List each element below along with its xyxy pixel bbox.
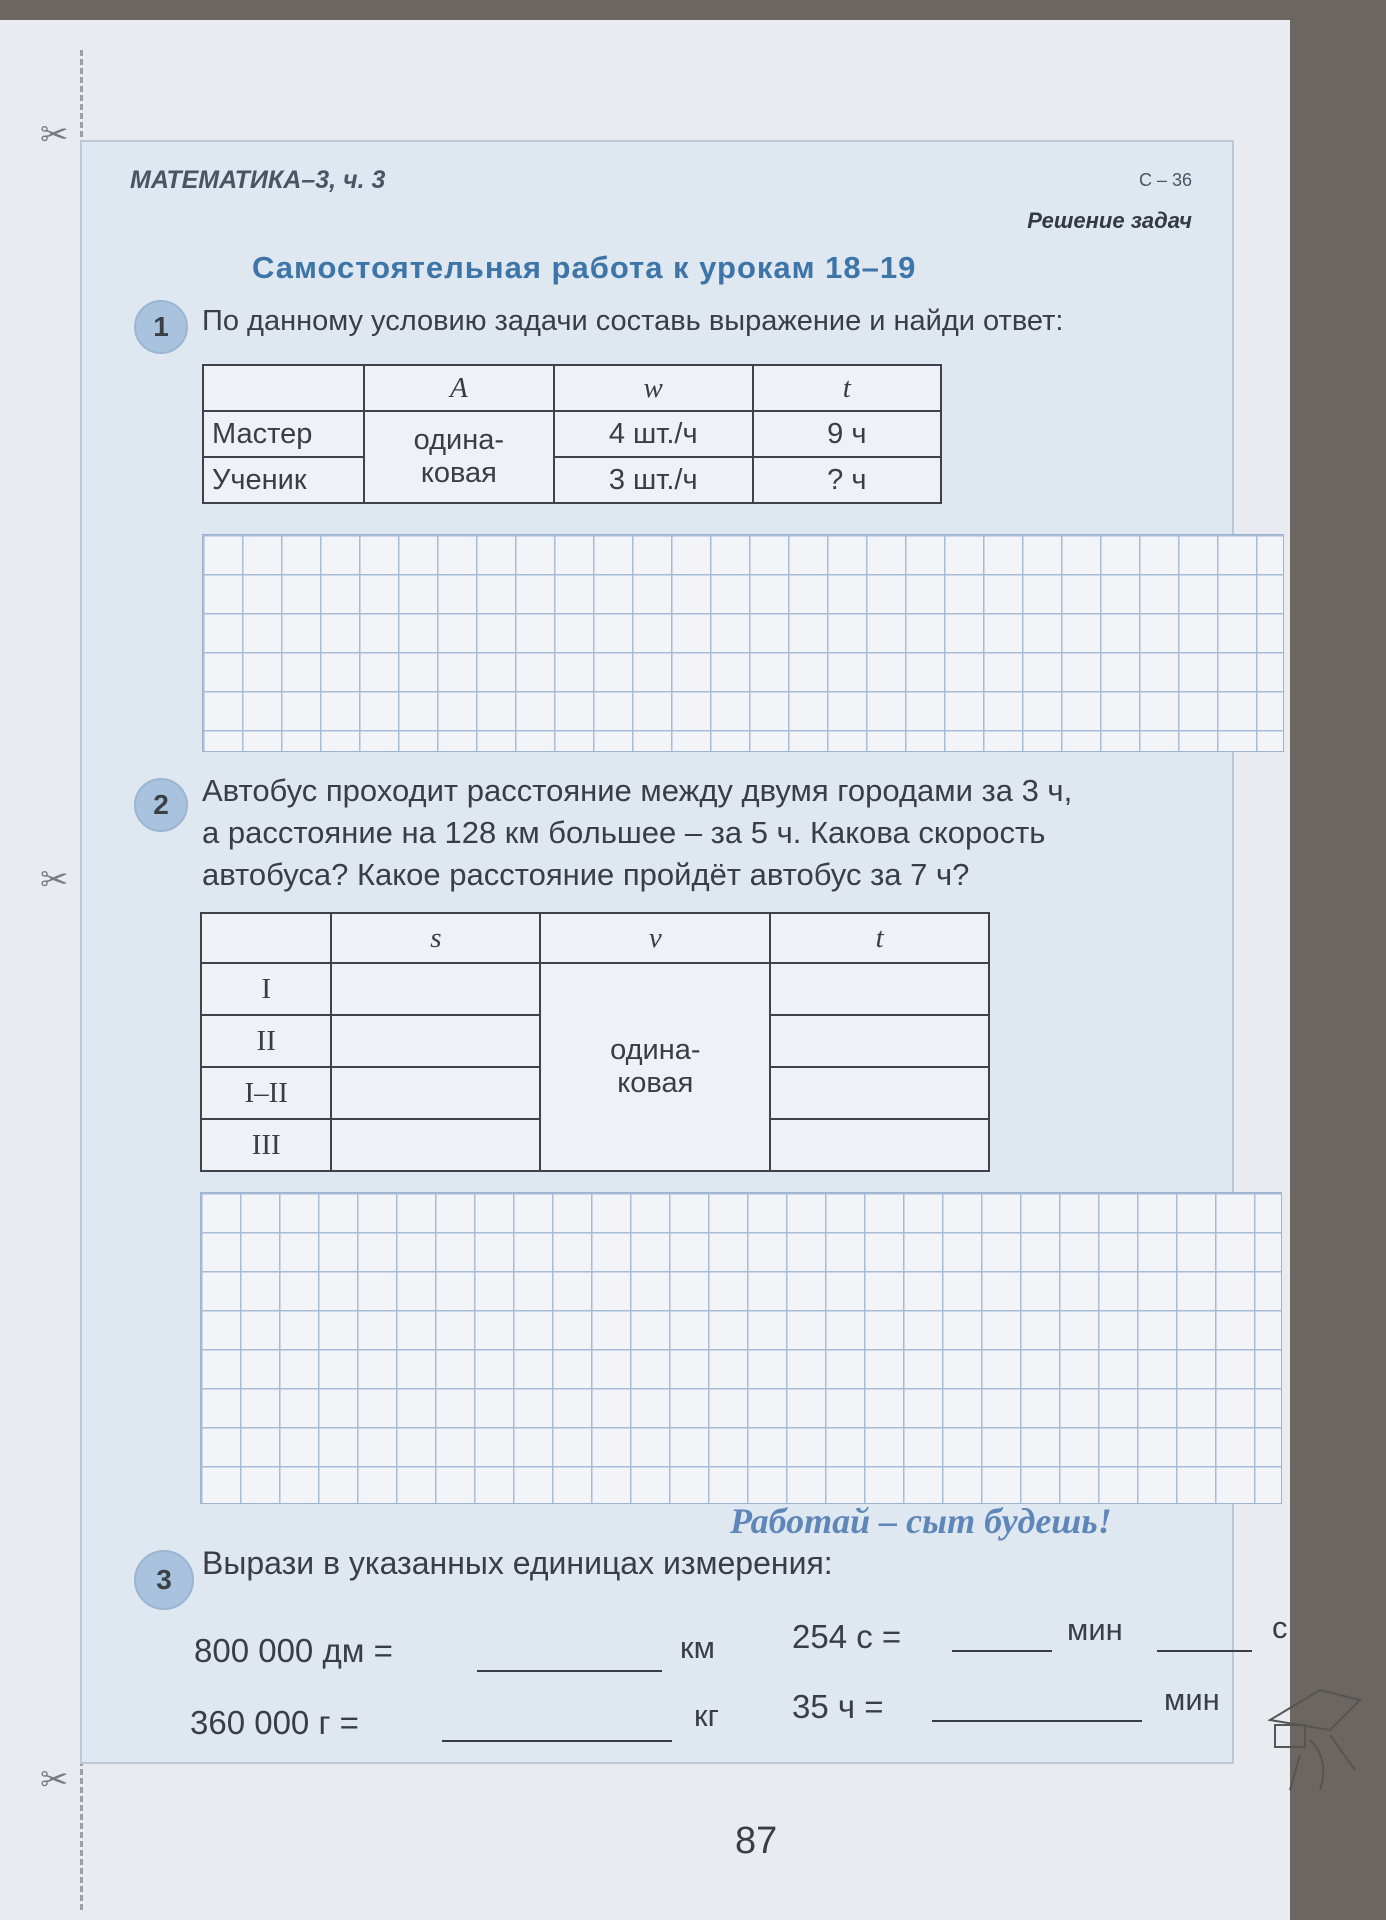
merged-cell: одина- ковая [364, 411, 554, 503]
scissors-icon: ✂ [40, 116, 69, 154]
unit-label: с [1272, 1610, 1288, 1645]
table-header-cell: w [554, 365, 753, 411]
task2-line: Автобус проходит расстояние между двумя городами за 3 ч, [202, 773, 1073, 808]
answer-blank[interactable] [442, 1740, 672, 1742]
task3-text: Вырази в указанных единицах измерения: [202, 1545, 833, 1581]
unit-label: мин [1067, 1612, 1123, 1647]
task2-line: а расстояние на 128 км большее – за 5 ч. Какова скорость [202, 815, 1046, 850]
task2-text [202, 770, 1072, 896]
answer-grid[interactable] [200, 1192, 1282, 1504]
unit-label: кг [694, 1698, 719, 1733]
task-number-badge: 2 [134, 778, 188, 832]
answer-blank[interactable] [1157, 1650, 1252, 1652]
table-header-cell: v [540, 913, 770, 963]
table-cell: 4 шт./ч [554, 411, 753, 457]
row-label: I [201, 963, 331, 1015]
row-label: II [201, 1015, 331, 1067]
page-number: 87 [735, 1820, 778, 1862]
table-cell[interactable] [770, 963, 989, 1015]
table-cell[interactable] [331, 1119, 540, 1171]
worksheet-code: С – 36 [1138, 170, 1192, 190]
table-cell: ? ч [753, 457, 941, 503]
answer-blank[interactable] [932, 1720, 1142, 1722]
table-cell[interactable] [770, 1067, 989, 1119]
table-header-cell [201, 913, 331, 963]
answer-blank[interactable] [477, 1670, 662, 1672]
table-cell[interactable] [331, 1067, 540, 1119]
table-cell: 9 ч [753, 411, 941, 457]
book-title: МАТЕМАТИКА–3, ч. 3 [130, 166, 386, 194]
task1-table [202, 364, 942, 504]
answer-blank[interactable] [952, 1650, 1052, 1652]
row-label: I–II [201, 1067, 331, 1119]
table-cell[interactable] [770, 1119, 989, 1171]
table-cell: 3 шт./ч [554, 457, 753, 503]
table-header-cell [203, 365, 364, 411]
work-title: Самостоятельная работа к урокам 18–19 [252, 250, 917, 285]
table-cell[interactable] [770, 1015, 989, 1067]
row-label: Мастер [203, 411, 364, 457]
task-number-badge: 1 [134, 300, 188, 354]
unit-label: мин [1164, 1682, 1220, 1717]
conversion-left: 360 000 г = [190, 1704, 359, 1741]
task2-line: автобуса? Какое расстояние пройдёт автобус за 7 ч? [202, 857, 970, 892]
answer-grid[interactable] [202, 534, 1284, 752]
workbook-page [0, 20, 1290, 1920]
table-header-cell: t [753, 365, 941, 411]
scissors-icon: ✂ [40, 861, 69, 899]
mascot-illustration-icon [1260, 1660, 1370, 1800]
task2-table [200, 912, 990, 1172]
conversion-left: 254 с = [792, 1618, 902, 1655]
row-label: III [201, 1119, 331, 1171]
topic-label: Решение задач [1027, 208, 1192, 233]
row-label: Ученик [203, 457, 364, 503]
merged-cell: одина- ковая [540, 963, 770, 1171]
conversion-left: 35 ч = [792, 1688, 884, 1725]
table-header-cell: s [331, 913, 540, 963]
table-header-cell: A [364, 365, 554, 411]
unit-label: км [680, 1630, 715, 1665]
task1-text: По данному условию задачи составь выражение и найди ответ: [202, 305, 1064, 337]
table-cell[interactable] [331, 1015, 540, 1067]
scissors-icon: ✂ [40, 1761, 69, 1799]
conversion-left: 800 000 дм = [194, 1632, 393, 1669]
table-header-cell: t [770, 913, 989, 963]
motto: Работай – сыт будешь! [730, 1501, 1112, 1541]
table-cell[interactable] [331, 963, 540, 1015]
task-number-badge: 3 [134, 1550, 194, 1610]
